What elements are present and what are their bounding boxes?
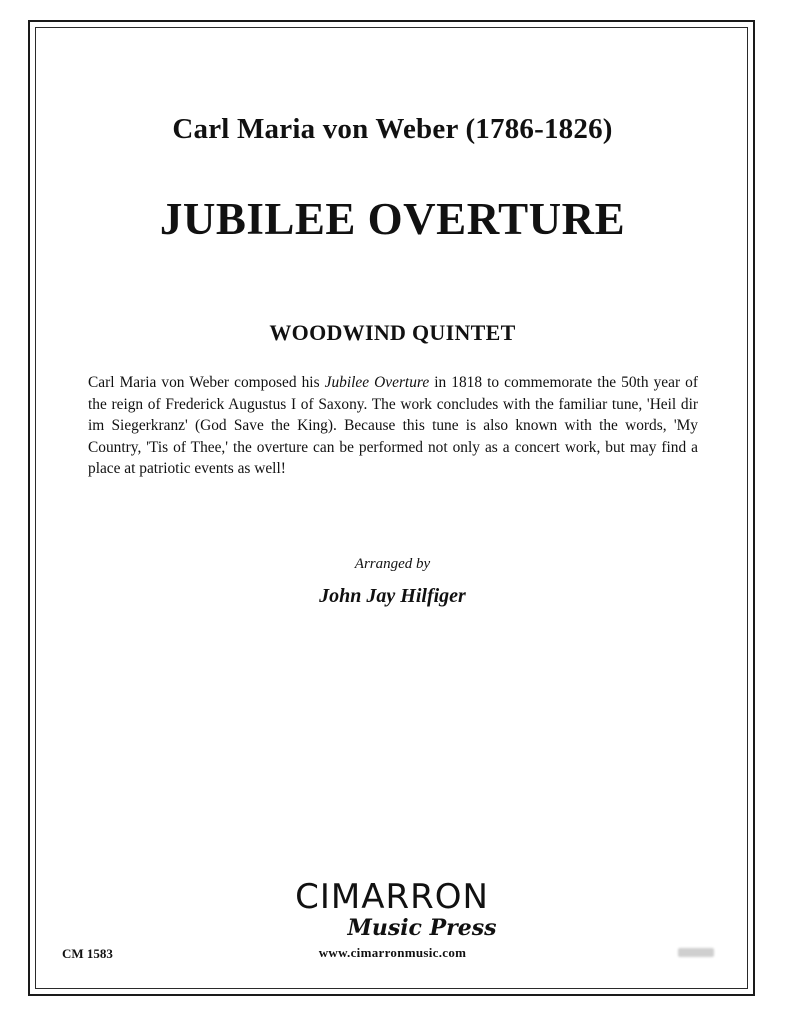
- instrumentation-subtitle: WOODWIND QUINTET: [269, 320, 516, 345]
- catalog-number: CM 1583: [62, 946, 113, 961]
- page-title: JUBILEE OVERTURE: [159, 194, 626, 244]
- work-title-italic: Jubilee Overture: [324, 374, 430, 391]
- description-text-end: in 1818 to commemorate the 50th year of the reign of Frederick Augustus I of Saxony. The work concludes with the familiar tune, 'Heil dir im Siegerkranz' (God Save the King). Because this tune is also known with the words, 'My Country, 'Tis of Thee,' the overture can be performed not only as a concert work, but may find a place at patriotic events as well!: [88, 374, 698, 477]
- publisher-website: www.cimarronmusic.com: [318, 945, 467, 960]
- description-text-start: Carl Maria von Weber composed his: [88, 374, 325, 391]
- price-sticker: [678, 948, 714, 957]
- publisher-logo: [282, 878, 502, 940]
- arranger-name: John Jay Hilfiger: [319, 585, 466, 607]
- arranged-by-label: Arranged by: [354, 556, 431, 572]
- publisher-name: CIMARRON: [295, 877, 489, 917]
- description-paragraph: [88, 372, 698, 480]
- inner-border: [35, 27, 748, 989]
- publisher-script: Music Press: [347, 915, 497, 941]
- composer-heading: Carl Maria von Weber (1786-1826): [172, 113, 613, 145]
